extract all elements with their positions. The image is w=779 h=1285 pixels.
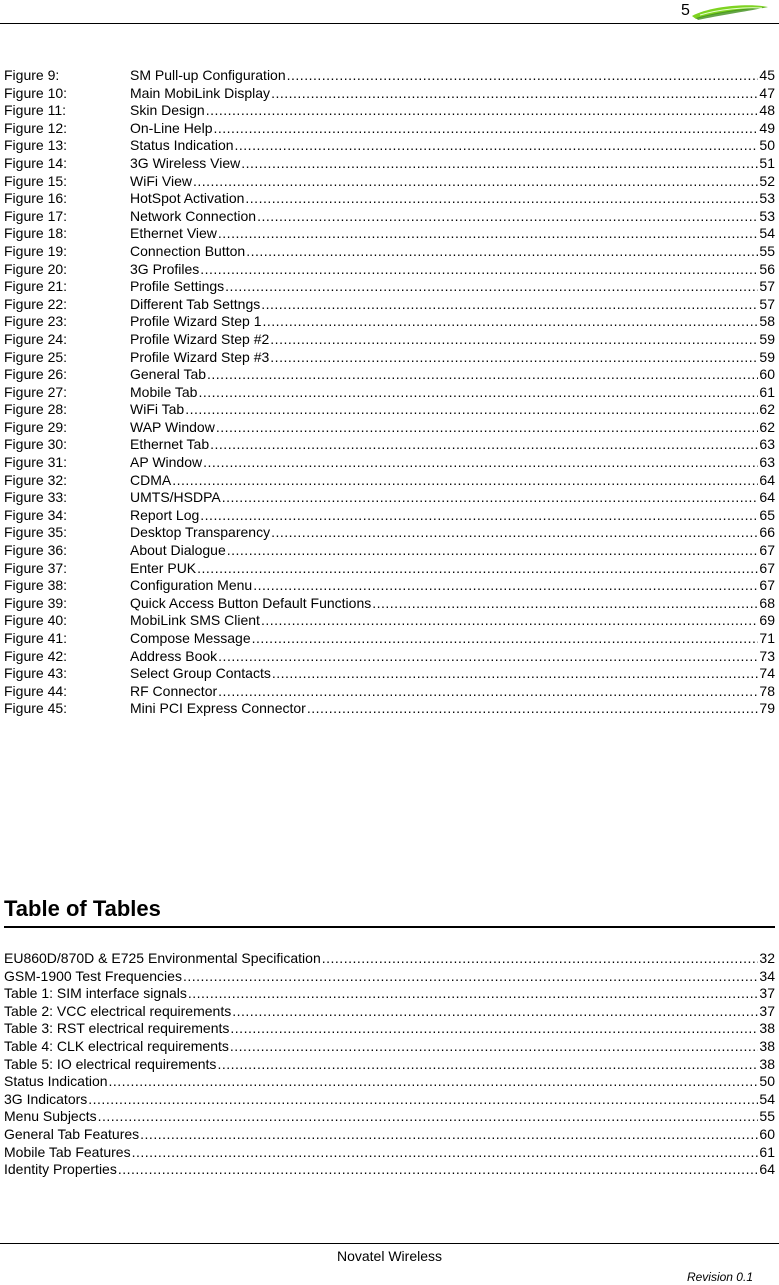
- dot-leader: [257, 208, 758, 226]
- figure-number: Figure 12:: [4, 119, 68, 136]
- entry-title: Configuration Menu: [130, 577, 253, 594]
- entry-page-number: 55: [759, 242, 775, 259]
- toc-entry[interactable]: [4, 577, 775, 595]
- entry-page-number: 65: [759, 506, 775, 523]
- figure-number: Figure 16:: [4, 190, 68, 207]
- entry-title: MobiLink SMS Client: [130, 612, 260, 629]
- entry-line: [130, 67, 775, 85]
- entry-title: Table 5: IO electrical requirements: [4, 1055, 217, 1072]
- entry-line: [130, 120, 775, 138]
- entry-title: WiFi View: [130, 172, 192, 189]
- toc-entry[interactable]: [4, 331, 775, 349]
- toc-entry[interactable]: [4, 985, 775, 1003]
- entry-line: [130, 700, 775, 718]
- figure-number: Figure 40:: [4, 612, 68, 629]
- dot-leader: [261, 296, 758, 314]
- toc-entry[interactable]: [4, 1161, 775, 1179]
- toc-entry[interactable]: [4, 296, 775, 314]
- toc-entry[interactable]: [4, 612, 775, 630]
- entry-title: Compose Message: [130, 630, 251, 646]
- entry-line: [130, 331, 775, 349]
- entry-page-number: 62: [759, 401, 775, 418]
- toc-entry[interactable]: [4, 472, 775, 490]
- dot-leader: [140, 1126, 758, 1144]
- dot-leader: [185, 401, 758, 419]
- entry-line: [130, 630, 775, 648]
- entry-title: CDMA: [130, 471, 172, 488]
- entry-line: [130, 384, 775, 402]
- novatel-swoosh-icon: [690, 3, 770, 21]
- entry-line: [4, 1003, 775, 1021]
- entry-line: [130, 683, 775, 701]
- toc-entry[interactable]: [4, 190, 775, 208]
- entry-line: [130, 208, 775, 226]
- dot-leader: [287, 67, 759, 85]
- entry-line: [130, 225, 775, 243]
- entry-line: [4, 985, 775, 1003]
- dot-leader: [118, 1161, 759, 1179]
- dot-leader: [230, 1038, 759, 1056]
- toc-entry[interactable]: [4, 243, 775, 261]
- entry-title: Different Tab Settngs: [130, 295, 261, 312]
- entry-page-number: 50: [759, 137, 775, 154]
- entry-title: Table 2: VCC electrical requirements: [4, 1002, 232, 1019]
- toc-entry[interactable]: [4, 278, 775, 296]
- entry-line: [130, 349, 775, 367]
- dot-leader: [216, 419, 759, 437]
- entry-page-number: 66: [759, 524, 775, 541]
- entry-page-number: 38: [759, 1055, 775, 1072]
- entry-line: [130, 366, 775, 384]
- entry-page-number: 54: [759, 1090, 775, 1107]
- toc-entry[interactable]: [4, 173, 775, 191]
- toc-entry[interactable]: [4, 1056, 775, 1074]
- toc-entry[interactable]: [4, 1144, 775, 1162]
- figure-number: Figure 17:: [4, 207, 68, 224]
- figure-number: Figure 30:: [4, 436, 68, 453]
- header-rule: [0, 23, 779, 24]
- figure-number: Figure 39:: [4, 594, 68, 611]
- figure-number: Figure 23:: [4, 313, 68, 330]
- dot-leader: [235, 137, 759, 155]
- entry-page-number: 64: [759, 471, 775, 488]
- figure-number: Figure 36:: [4, 542, 68, 559]
- entry-page-number: 60: [759, 1125, 775, 1142]
- dot-leader: [188, 985, 759, 1003]
- toc-entry[interactable]: [4, 542, 775, 560]
- entry-title: SM Pull-up Configuration: [130, 67, 286, 83]
- entry-line: [130, 102, 775, 120]
- entry-page-number: 63: [759, 436, 775, 453]
- entry-title: About Dialogue: [130, 542, 226, 559]
- toc-entry[interactable]: [4, 401, 775, 419]
- entry-title: Connection Button: [130, 242, 246, 259]
- entry-line: [130, 261, 775, 279]
- entry-line: [4, 968, 775, 986]
- dot-leader: [218, 683, 758, 701]
- entry-line: [130, 472, 775, 490]
- entry-line: [130, 560, 775, 578]
- figure-number: Figure 26:: [4, 366, 68, 383]
- entry-line: [130, 489, 775, 507]
- toc-entry[interactable]: [4, 524, 775, 542]
- entry-title: Profile Wizard Step #2: [130, 330, 270, 347]
- entry-page-number: 55: [759, 1108, 775, 1125]
- entry-title: Profile Settings: [130, 278, 225, 295]
- dot-leader: [271, 524, 758, 542]
- entry-title: Enter PUK: [130, 559, 197, 576]
- entry-title: UMTS/HSDPA: [130, 489, 221, 506]
- figure-number: Figure 21:: [4, 278, 68, 295]
- entry-title: Ethernet View: [130, 225, 217, 242]
- entry-title: Status Indication: [130, 137, 234, 154]
- entry-line: [130, 278, 775, 296]
- entry-page-number: 57: [759, 278, 775, 295]
- entry-page-number: 62: [759, 418, 775, 435]
- entry-line: [4, 1073, 775, 1091]
- entry-page-number: 73: [759, 647, 775, 664]
- figure-number: Figure 18:: [4, 225, 68, 242]
- entry-page-number: 47: [759, 84, 775, 101]
- figure-number: Figure 15:: [4, 172, 68, 189]
- entry-line: [4, 1056, 775, 1074]
- dot-leader: [218, 648, 758, 666]
- entry-title: Ethernet Tab: [130, 436, 210, 453]
- entry-line: [4, 950, 775, 968]
- figure-number: Figure 42:: [4, 647, 68, 664]
- dot-leader: [207, 366, 758, 384]
- dot-leader: [210, 436, 758, 454]
- entry-line: [4, 1020, 775, 1038]
- entry-title: Identity Properties: [4, 1161, 117, 1178]
- entry-page-number: 63: [759, 454, 775, 471]
- dot-leader: [193, 173, 758, 191]
- dot-leader: [245, 190, 758, 208]
- entry-title: Address Book: [130, 647, 218, 664]
- dot-leader: [218, 225, 759, 243]
- dot-leader: [88, 1091, 758, 1109]
- entry-title: EU860D/870D & E725 Environmental Specification: [4, 950, 321, 966]
- entry-page-number: 53: [759, 207, 775, 224]
- dot-leader: [252, 630, 759, 648]
- entry-page-number: 59: [759, 348, 775, 365]
- dot-leader: [109, 1073, 759, 1091]
- figure-number: Figure 45:: [4, 700, 68, 717]
- toc-entry[interactable]: [4, 560, 775, 578]
- entry-page-number: 57: [759, 295, 775, 312]
- toc-entry[interactable]: [4, 208, 775, 226]
- toc-entry[interactable]: [4, 349, 775, 367]
- entry-line: [130, 85, 775, 103]
- entry-title: General Tab Features: [4, 1125, 140, 1142]
- toc-entry[interactable]: [4, 419, 775, 437]
- entry-title: Profile Wizard Step 1: [130, 313, 262, 330]
- entry-page-number: 74: [759, 665, 775, 682]
- entry-page-number: 58: [759, 313, 775, 330]
- entry-title: Network Connection: [130, 207, 257, 224]
- entry-page-number: 32: [759, 950, 775, 966]
- entry-page-number: 38: [759, 1020, 775, 1037]
- dot-leader: [172, 472, 758, 490]
- toc-entry[interactable]: [4, 1038, 775, 1056]
- entry-line: [130, 595, 775, 613]
- dot-leader: [270, 331, 758, 349]
- toc-entry[interactable]: [4, 225, 775, 243]
- entry-title: Mobile Tab: [130, 383, 198, 400]
- toc-entry[interactable]: [4, 102, 775, 120]
- entry-line: [130, 155, 775, 173]
- entry-page-number: 68: [759, 594, 775, 611]
- toc-entry[interactable]: [4, 1020, 775, 1038]
- dot-leader: [198, 384, 758, 402]
- entry-page-number: 67: [759, 559, 775, 576]
- dot-leader: [272, 665, 759, 683]
- figure-number: Figure 14:: [4, 154, 68, 171]
- entry-title: AP Window: [130, 454, 203, 471]
- entry-line: [4, 1161, 775, 1179]
- dot-leader: [200, 261, 758, 279]
- entry-title: Profile Wizard Step #3: [130, 348, 270, 365]
- entry-line: [130, 173, 775, 191]
- entry-page-number: 49: [759, 119, 775, 136]
- entry-page-number: 67: [759, 542, 775, 559]
- figure-number: Figure 20:: [4, 260, 68, 277]
- toc-entry[interactable]: [4, 384, 775, 402]
- toc-entry[interactable]: [4, 137, 775, 155]
- entry-title: On-Line Help: [130, 119, 213, 136]
- toc-entry[interactable]: [4, 261, 775, 279]
- figure-number: Figure 11:: [4, 102, 66, 119]
- entry-page-number: 38: [759, 1037, 775, 1054]
- entry-title: Quick Access Button Default Functions: [130, 594, 372, 611]
- entry-page-number: 61: [759, 1143, 775, 1160]
- entry-page-number: 37: [759, 985, 775, 1002]
- toc-entry[interactable]: [4, 366, 775, 384]
- entry-title: 3G Wireless View: [130, 154, 241, 171]
- entry-title: Main MobiLink Display: [130, 84, 271, 101]
- entry-page-number: 69: [759, 612, 775, 629]
- entry-line: [130, 454, 775, 472]
- figure-number: Figure 27:: [4, 383, 68, 400]
- toc-entry[interactable]: [4, 313, 775, 331]
- dot-leader: [200, 507, 758, 525]
- dot-leader: [230, 1020, 758, 1038]
- figure-number: Figure 38:: [4, 577, 68, 594]
- figure-number: Figure 35:: [4, 524, 68, 541]
- entry-title: RF Connector: [130, 682, 218, 699]
- entry-line: [130, 313, 775, 331]
- dot-leader: [183, 968, 758, 986]
- dot-leader: [232, 1003, 758, 1021]
- entry-line: [4, 1038, 775, 1056]
- entry-page-number: 64: [759, 1161, 775, 1178]
- entry-title: Desktop Transparency: [130, 524, 271, 541]
- figure-number: Figure 31:: [4, 454, 68, 471]
- entry-page-number: 50: [759, 1073, 775, 1090]
- entry-title: Select Group Contacts: [130, 665, 271, 682]
- table-of-tables-list: [4, 950, 775, 1179]
- footer-company: Novatel Wireless: [336, 1248, 443, 1264]
- entry-line: [4, 1091, 775, 1109]
- toc-entry[interactable]: [4, 1091, 775, 1109]
- entry-line: [130, 190, 775, 208]
- entry-title: Mini PCI Express Connector: [130, 700, 306, 717]
- dot-leader: [263, 313, 759, 331]
- entry-title: Menu Subjects: [4, 1108, 97, 1125]
- dot-leader: [203, 454, 758, 472]
- entry-line: [130, 542, 775, 560]
- entry-page-number: 79: [759, 700, 775, 717]
- toc-entry[interactable]: [4, 700, 775, 718]
- entry-page-number: 52: [759, 172, 775, 189]
- figure-number: Figure 32:: [4, 471, 68, 488]
- entry-page-number: 78: [759, 682, 775, 699]
- entry-line: [4, 1108, 775, 1126]
- entry-page-number: 54: [759, 225, 775, 242]
- entry-page-number: 64: [759, 489, 775, 506]
- toc-entry[interactable]: [4, 1126, 775, 1144]
- entry-title: Report Log: [130, 506, 200, 523]
- dot-leader: [217, 1056, 758, 1074]
- entry-title: Status Indication: [4, 1073, 108, 1090]
- footer-rule: [0, 1243, 779, 1244]
- entry-title: WAP Window: [130, 418, 215, 435]
- entry-line: [130, 401, 775, 419]
- entry-title: WiFi Tab: [130, 401, 185, 418]
- entry-page-number: 48: [759, 102, 775, 119]
- toc-entry[interactable]: [4, 1073, 775, 1091]
- figure-number: Figure 33:: [4, 489, 68, 506]
- entry-page-number: 45: [759, 67, 775, 83]
- entry-page-number: 67: [759, 577, 775, 594]
- toc-entry[interactable]: [4, 85, 775, 103]
- dot-leader: [197, 560, 758, 578]
- figure-number: Figure 25:: [4, 348, 68, 365]
- entry-line: [130, 296, 775, 314]
- entry-line: [130, 436, 775, 454]
- entry-page-number: 37: [759, 1002, 775, 1019]
- toc-entry[interactable]: [4, 155, 775, 173]
- toc-entry[interactable]: [4, 489, 775, 507]
- dot-leader: [261, 612, 758, 630]
- entry-line: [130, 612, 775, 630]
- toc-entry[interactable]: [4, 67, 775, 85]
- entry-title: HotSpot Activation: [130, 190, 245, 207]
- toc-entry[interactable]: [4, 630, 775, 648]
- dot-leader: [271, 85, 758, 103]
- dot-leader: [253, 577, 758, 595]
- entry-line: [130, 507, 775, 525]
- entry-title: Skin Design: [130, 102, 205, 119]
- dot-leader: [246, 243, 758, 261]
- toc-entry[interactable]: [4, 950, 775, 968]
- dot-leader: [98, 1108, 759, 1126]
- entry-line: [130, 137, 775, 155]
- dot-leader: [307, 700, 759, 718]
- entry-page-number: 56: [759, 260, 775, 277]
- figure-number: Figure 13:: [4, 137, 68, 154]
- figure-number: Figure 44:: [4, 682, 68, 699]
- dot-leader: [227, 542, 759, 560]
- toc-entry[interactable]: [4, 683, 775, 701]
- figure-number: Figure 22:: [4, 295, 68, 312]
- footer-revision: Revision 0.1: [686, 1270, 753, 1284]
- toc-entry[interactable]: [4, 120, 775, 138]
- toc-entry[interactable]: [4, 1003, 775, 1021]
- entry-title: 3G Profiles: [130, 260, 200, 277]
- entry-title: Table 4: CLK electrical requirements: [4, 1037, 229, 1054]
- entry-line: [130, 665, 775, 683]
- entry-page-number: 34: [759, 967, 775, 984]
- entry-line: [130, 243, 775, 261]
- dot-leader: [214, 120, 759, 138]
- dot-leader: [270, 349, 758, 367]
- entry-line: [4, 1144, 775, 1162]
- figure-number: Figure 34:: [4, 506, 68, 523]
- toc-entry[interactable]: [4, 507, 775, 525]
- entry-title: Table 1: SIM interface signals: [4, 985, 187, 1002]
- figure-number: Figure 24:: [4, 330, 68, 347]
- entry-page-number: 61: [759, 383, 775, 400]
- entry-page-number: 51: [759, 154, 775, 171]
- figure-number: Figure 9:: [4, 67, 60, 83]
- figure-number: Figure 28:: [4, 401, 68, 418]
- dot-leader: [206, 102, 759, 120]
- toc-entry[interactable]: [4, 1108, 775, 1126]
- entry-page-number: 59: [759, 330, 775, 347]
- heading-rule: [4, 926, 775, 928]
- entry-title: 3G Indicators: [4, 1090, 88, 1107]
- toc-entry[interactable]: [4, 665, 775, 683]
- entry-title: General Tab: [130, 366, 207, 383]
- entry-line: [4, 1126, 775, 1144]
- toc-entry[interactable]: [4, 595, 775, 613]
- dot-leader: [322, 950, 759, 968]
- entry-page-number: 71: [759, 630, 775, 646]
- entry-line: [130, 524, 775, 542]
- entry-title: Table 3: RST electrical requirements: [4, 1020, 230, 1037]
- dot-leader: [132, 1144, 759, 1162]
- page-number: 5: [681, 2, 690, 19]
- entry-line: [130, 648, 775, 666]
- figure-number: Figure 19:: [4, 242, 68, 259]
- dot-leader: [372, 595, 758, 613]
- entry-title: Mobile Tab Features: [4, 1143, 131, 1160]
- entry-title: GSM-1900 Test Frequencies: [4, 967, 182, 984]
- dot-leader: [241, 155, 758, 173]
- toc-entry[interactable]: [4, 436, 775, 454]
- entry-line: [130, 419, 775, 437]
- dot-leader: [225, 278, 758, 296]
- figure-number: Figure 10:: [4, 84, 68, 101]
- figure-number: Figure 37:: [4, 559, 68, 576]
- entry-page-number: 60: [759, 366, 775, 383]
- entry-line: [130, 577, 775, 595]
- list-of-figures: [4, 67, 775, 718]
- toc-entry[interactable]: [4, 968, 775, 986]
- figure-number: Figure 41:: [4, 630, 68, 646]
- table-of-tables-heading: Table of Tables: [4, 896, 161, 921]
- toc-entry[interactable]: [4, 648, 775, 666]
- dot-leader: [222, 489, 759, 507]
- figure-number: Figure 43:: [4, 665, 68, 682]
- toc-entry[interactable]: [4, 454, 775, 472]
- entry-page-number: 53: [759, 190, 775, 207]
- figure-number: Figure 29:: [4, 418, 68, 435]
